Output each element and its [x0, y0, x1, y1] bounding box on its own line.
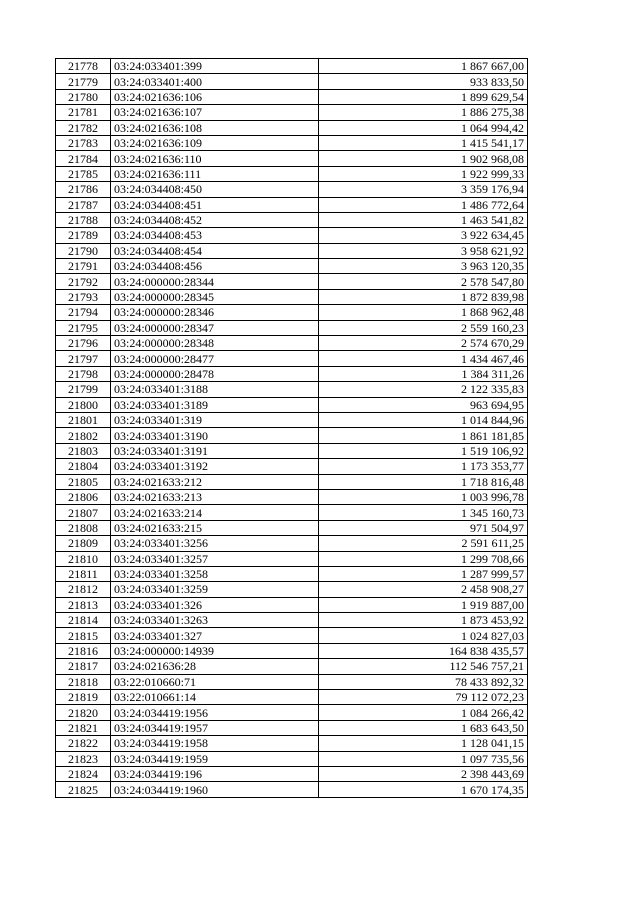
cadastral-number-cell: 03:24:021636:107: [111, 105, 319, 120]
row-number-cell: 21798: [56, 366, 111, 381]
row-number-cell: 21815: [56, 628, 111, 643]
value-cell: 2 398 443,69: [319, 766, 528, 781]
table-row: [56, 474, 528, 489]
value-cell: 112 546 757,21: [319, 659, 528, 674]
table-row: [56, 628, 528, 643]
table-row: [56, 690, 528, 705]
value-cell: 1 886 275,38: [319, 105, 528, 120]
table-row: [56, 720, 528, 735]
row-number-cell: 21783: [56, 135, 111, 150]
row-number-cell: 21825: [56, 782, 111, 797]
cadastral-number-cell: 03:24:021633:213: [111, 489, 319, 504]
table-row: [56, 674, 528, 689]
row-number-cell: 21813: [56, 597, 111, 612]
value-cell: 1 434 467,46: [319, 351, 528, 366]
value-cell: 1 873 453,92: [319, 613, 528, 628]
table-row: [56, 135, 528, 150]
row-number-cell: 21807: [56, 505, 111, 520]
row-number-cell: 21793: [56, 289, 111, 304]
value-cell: 1 919 887,00: [319, 597, 528, 612]
table-row: [56, 412, 528, 427]
cadastral-number-cell: 03:24:033401:400: [111, 74, 319, 89]
row-number-cell: 21795: [56, 320, 111, 335]
table-row: [56, 259, 528, 274]
value-cell: 1 867 667,00: [319, 59, 528, 74]
value-cell: 1 922 999,33: [319, 166, 528, 181]
cadastral-number-cell: 03:24:034408:452: [111, 212, 319, 227]
value-cell: 963 694,95: [319, 397, 528, 412]
cadastral-number-cell: 03:24:033401:399: [111, 59, 319, 74]
row-number-cell: 21822: [56, 736, 111, 751]
row-number-cell: 21788: [56, 212, 111, 227]
row-number-cell: 21791: [56, 259, 111, 274]
table-row: [56, 597, 528, 612]
row-number-cell: 21823: [56, 751, 111, 766]
table-row: [56, 120, 528, 135]
table-row: [56, 659, 528, 674]
cadastral-number-cell: 03:24:033401:3188: [111, 382, 319, 397]
table-row: [56, 320, 528, 335]
value-cell: 1 173 353,77: [319, 459, 528, 474]
cadastral-number-cell: 03:22:010660:71: [111, 674, 319, 689]
table-row: [56, 351, 528, 366]
cadastral-number-cell: 03:24:021633:215: [111, 520, 319, 535]
cadastral-number-cell: 03:24:034419:1958: [111, 736, 319, 751]
table-row: [56, 59, 528, 74]
row-number-cell: 21794: [56, 305, 111, 320]
cadastral-number-cell: 03:24:021636:106: [111, 89, 319, 104]
table-row: [56, 289, 528, 304]
table-row: [56, 212, 528, 227]
value-cell: 3 963 120,35: [319, 259, 528, 274]
cadastral-number-cell: 03:24:021636:109: [111, 135, 319, 150]
cadastral-number-cell: 03:24:033401:3191: [111, 443, 319, 458]
row-number-cell: 21792: [56, 274, 111, 289]
row-number-cell: 21784: [56, 151, 111, 166]
row-number-cell: 21805: [56, 474, 111, 489]
table-row: [56, 366, 528, 381]
cadastral-number-cell: 03:24:034419:196: [111, 766, 319, 781]
value-cell: 3 922 634,45: [319, 228, 528, 243]
cadastral-number-cell: 03:24:034408:451: [111, 197, 319, 212]
row-number-cell: 21799: [56, 382, 111, 397]
value-cell: 3 958 621,92: [319, 243, 528, 258]
table-row: [56, 751, 528, 766]
row-number-cell: 21812: [56, 582, 111, 597]
cadastral-number-cell: 03:24:000000:14939: [111, 643, 319, 658]
table-row: [56, 782, 528, 797]
row-number-cell: 21820: [56, 705, 111, 720]
cadastral-number-cell: 03:24:033401:3259: [111, 582, 319, 597]
value-cell: 2 122 335,83: [319, 382, 528, 397]
cadastral-number-cell: 03:24:033401:326: [111, 597, 319, 612]
table-row: [56, 89, 528, 104]
cadastral-number-cell: 03:24:021636:110: [111, 151, 319, 166]
value-cell: 79 112 072,23: [319, 690, 528, 705]
row-number-cell: 21821: [56, 720, 111, 735]
value-cell: 1 384 311,26: [319, 366, 528, 381]
value-cell: 1 287 999,57: [319, 566, 528, 581]
table-row: [56, 274, 528, 289]
row-number-cell: 21809: [56, 536, 111, 551]
cadastral-number-cell: 03:24:033401:327: [111, 628, 319, 643]
table-row: [56, 243, 528, 258]
value-cell: 1 024 827,03: [319, 628, 528, 643]
row-number-cell: 21786: [56, 182, 111, 197]
cadastral-number-cell: 03:24:033401:3257: [111, 551, 319, 566]
row-number-cell: 21816: [56, 643, 111, 658]
row-number-cell: 21796: [56, 336, 111, 351]
cadastral-number-cell: 03:24:000000:28478: [111, 366, 319, 381]
value-cell: 1 014 844,96: [319, 412, 528, 427]
row-number-cell: 21802: [56, 428, 111, 443]
value-cell: 1 670 174,35: [319, 782, 528, 797]
row-number-cell: 21790: [56, 243, 111, 258]
cadastral-number-cell: 03:24:034408:450: [111, 182, 319, 197]
row-number-cell: 21779: [56, 74, 111, 89]
value-cell: 1 872 839,98: [319, 289, 528, 304]
row-number-cell: 21782: [56, 120, 111, 135]
table-row: [56, 428, 528, 443]
row-number-cell: 21804: [56, 459, 111, 474]
value-cell: 1 345 160,73: [319, 505, 528, 520]
table-row: [56, 459, 528, 474]
row-number-cell: 21803: [56, 443, 111, 458]
row-number-cell: 21814: [56, 613, 111, 628]
value-cell: 1 463 541,82: [319, 212, 528, 227]
cadastral-number-cell: 03:24:000000:28477: [111, 351, 319, 366]
cadastral-number-cell: 03:24:033401:3190: [111, 428, 319, 443]
table-row: [56, 582, 528, 597]
value-cell: 1 415 541,17: [319, 135, 528, 150]
row-number-cell: 21780: [56, 89, 111, 104]
cadastral-number-cell: 03:24:034419:1956: [111, 705, 319, 720]
cadastral-number-cell: 03:24:034408:453: [111, 228, 319, 243]
table-row: [56, 536, 528, 551]
cadastral-number-cell: 03:24:033401:3256: [111, 536, 319, 551]
row-number-cell: 21781: [56, 105, 111, 120]
row-number-cell: 21808: [56, 520, 111, 535]
cadastral-number-cell: 03:24:034419:1960: [111, 782, 319, 797]
value-cell: 1 084 266,42: [319, 705, 528, 720]
cadastral-number-cell: 03:24:021636:111: [111, 166, 319, 181]
row-number-cell: 21810: [56, 551, 111, 566]
cadastral-number-cell: 03:24:000000:28345: [111, 289, 319, 304]
value-cell: 1 868 962,48: [319, 305, 528, 320]
value-cell: 2 578 547,80: [319, 274, 528, 289]
value-cell: 2 591 611,25: [319, 536, 528, 551]
row-number-cell: 21800: [56, 397, 111, 412]
value-cell: 971 504,97: [319, 520, 528, 535]
table-row: [56, 74, 528, 89]
cadastral-value-table: [55, 58, 528, 798]
value-cell: 1 003 996,78: [319, 489, 528, 504]
cadastral-number-cell: 03:24:000000:28344: [111, 274, 319, 289]
value-cell: 1 486 772,64: [319, 197, 528, 212]
cadastral-number-cell: 03:24:034419:1957: [111, 720, 319, 735]
cadastral-number-cell: 03:24:033401:3192: [111, 459, 319, 474]
table-row: [56, 643, 528, 658]
table-row: [56, 736, 528, 751]
value-cell: 78 433 892,32: [319, 674, 528, 689]
value-cell: 1 902 968,08: [319, 151, 528, 166]
value-cell: 1 718 816,48: [319, 474, 528, 489]
row-number-cell: 21789: [56, 228, 111, 243]
table-row: [56, 766, 528, 781]
value-cell: 1 299 708,66: [319, 551, 528, 566]
row-number-cell: 21811: [56, 566, 111, 581]
cadastral-number-cell: 03:24:021633:212: [111, 474, 319, 489]
value-cell: 1 899 629,54: [319, 89, 528, 104]
cadastral-number-cell: 03:24:033401:3258: [111, 566, 319, 581]
value-cell: 2 574 670,29: [319, 336, 528, 351]
value-cell: 1 097 735,56: [319, 751, 528, 766]
value-cell: 2 458 908,27: [319, 582, 528, 597]
table-row: [56, 551, 528, 566]
table-row: [56, 382, 528, 397]
table-row: [56, 336, 528, 351]
row-number-cell: 21797: [56, 351, 111, 366]
row-number-cell: 21785: [56, 166, 111, 181]
table-row: [56, 520, 528, 535]
row-number-cell: 21817: [56, 659, 111, 674]
value-cell: 1 064 994,42: [319, 120, 528, 135]
cadastral-number-cell: 03:24:033401:3189: [111, 397, 319, 412]
row-number-cell: 21787: [56, 197, 111, 212]
cadastral-number-cell: 03:22:010661:14: [111, 690, 319, 705]
table-row: [56, 182, 528, 197]
value-cell: 164 838 435,57: [319, 643, 528, 658]
cadastral-number-cell: 03:24:033401:3263: [111, 613, 319, 628]
value-cell: 2 559 160,23: [319, 320, 528, 335]
table-row: [56, 305, 528, 320]
value-cell: 1 128 041,15: [319, 736, 528, 751]
table-row: [56, 105, 528, 120]
table-row: [56, 705, 528, 720]
table-body: [56, 59, 528, 798]
row-number-cell: 21818: [56, 674, 111, 689]
row-number-cell: 21806: [56, 489, 111, 504]
cadastral-number-cell: 03:24:034408:456: [111, 259, 319, 274]
value-cell: 3 359 176,94: [319, 182, 528, 197]
row-number-cell: 21824: [56, 766, 111, 781]
cadastral-number-cell: 03:24:021633:214: [111, 505, 319, 520]
cadastral-number-cell: 03:24:000000:28346: [111, 305, 319, 320]
row-number-cell: 21819: [56, 690, 111, 705]
row-number-cell: 21801: [56, 412, 111, 427]
table-row: [56, 489, 528, 504]
cadastral-number-cell: 03:24:033401:319: [111, 412, 319, 427]
value-cell: 1 519 106,92: [319, 443, 528, 458]
cadastral-number-cell: 03:24:034419:1959: [111, 751, 319, 766]
cadastral-number-cell: 03:24:000000:28348: [111, 336, 319, 351]
row-number-cell: 21778: [56, 59, 111, 74]
table-row: [56, 228, 528, 243]
cadastral-number-cell: 03:24:021636:28: [111, 659, 319, 674]
table-row: [56, 613, 528, 628]
cadastral-number-cell: 03:24:021636:108: [111, 120, 319, 135]
table-row: [56, 166, 528, 181]
table-row: [56, 197, 528, 212]
table-row: [56, 505, 528, 520]
table-row: [56, 397, 528, 412]
value-cell: 933 833,50: [319, 74, 528, 89]
table-row: [56, 151, 528, 166]
cadastral-number-cell: 03:24:000000:28347: [111, 320, 319, 335]
cadastral-number-cell: 03:24:034408:454: [111, 243, 319, 258]
value-cell: 1 861 181,85: [319, 428, 528, 443]
value-cell: 1 683 643,50: [319, 720, 528, 735]
table-row: [56, 443, 528, 458]
table-row: [56, 566, 528, 581]
